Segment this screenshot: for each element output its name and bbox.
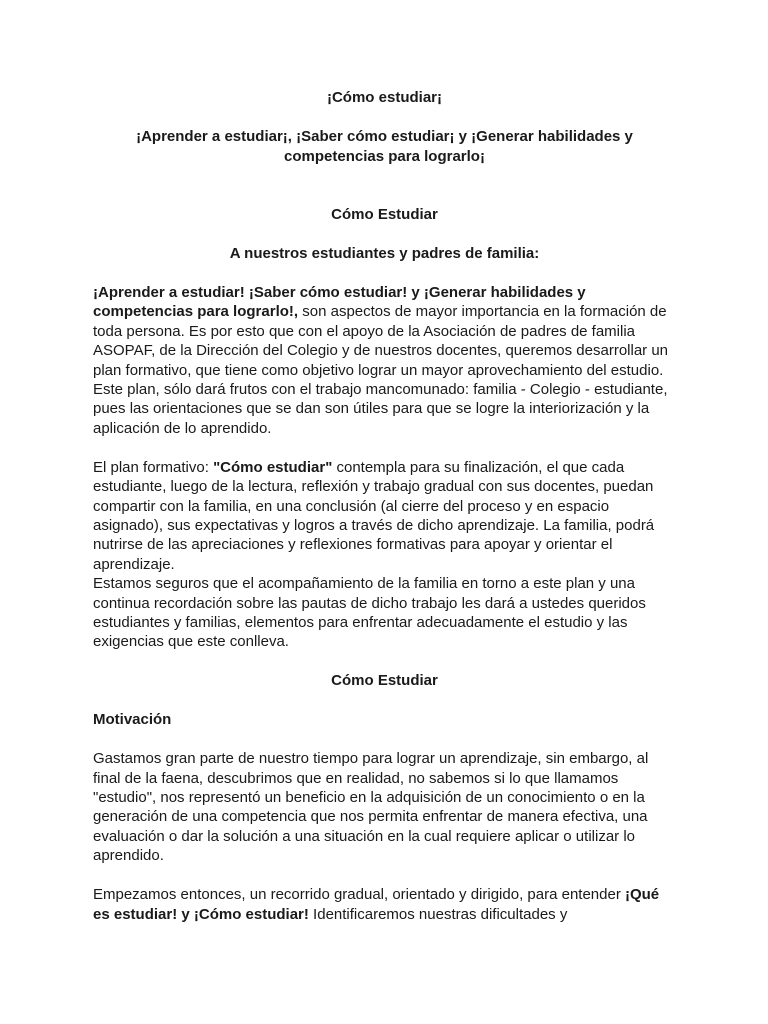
journey-bold-text: ¡Qué es estudiar! y ¡Cómo estudiar!: [93, 886, 660, 923]
audience-heading: A nuestros estudiantes y padres de familia:: [229, 245, 540, 262]
plan-paragraph: [93, 458, 676, 574]
intro-paragraph: [93, 283, 676, 438]
document-title: ¡Cómo estudiar¡: [326, 89, 442, 106]
section-heading-como-estudiar-2: Cómo Estudiar: [331, 672, 438, 690]
closing-paragraph: Estamos seguros que el acompañamiento de la familia en torno a este plan y una continua recordación sobre las pautas de dicho trabajo les dará a ustedes queridos estudiantes y familias, elementos para enfrentar adecuadamente el estudio y las exigencias que este conlleva.: [93, 575, 646, 651]
plan-text: contempla para su finalización, el que cada estudiante, luego de la lectura, reflexión y trabajo gradual con sus docentes, puedan compartir con la familia, en una conclusión (al cierre del proceso y en espacio asignado), sus expectativas y logros a través de dicho aprendizaje. La familia, podrá nutrirse de las apreciaciones y reflexiones formativas para apoyar y orientar el aprendizaje.: [93, 458, 655, 573]
journey-text: Identificaremos nuestras dificultades y: [308, 905, 568, 923]
motivation-paragraph: Gastamos gran parte de nuestro tiempo para lograr un aprendizaje, sin embargo, al final de la faena, descubrimos que en realidad, no sabemos si lo que llamamos "estudio", nos representó un beneficio en la adquisición de un conocimiento o en la generación de una competencia que nos permita enfrentar de manera efectiva, una evaluación o dar la solución a una situación en la cual requiere aplicar o utilizar lo aprendido.: [93, 750, 649, 865]
journey-lead: Empezamos entonces, un recorrido gradual, orientado y dirigido, para entender: [93, 886, 625, 904]
plan-lead: El plan formativo:: [93, 458, 214, 476]
document-subtitle: ¡Aprender a estudiar¡, ¡Saber cómo estudiar¡ y ¡Generar habilidades y competencias para lograrlo¡: [136, 128, 633, 165]
intro-bold-text: ¡Aprender a estudiar! ¡Saber cómo estudiar! y ¡Generar habilidades y competencias para lograrlo!,: [93, 284, 586, 321]
journey-paragraph: [93, 885, 676, 924]
motivation-heading: Motivación: [93, 711, 172, 729]
intro-text: son aspectos de mayor importancia en la formación de toda persona. Es por esto que con el apoyo de la Asociación de padres de familia ASOPAF, de la Dirección del Colegio y de nuestros docentes, queremos desarrollar un plan formativo, que tiene como objetivo lograr un mayor aprovechamiento del estudio. Este plan, sólo dará frutos con el trabajo mancomunado: familia - Colegio - estudiante, pues las orientaciones que se dan son útiles para que se logre la interiorización y la aplicación de lo aprendido.: [93, 303, 669, 437]
plan-bold-text: "Cómo estudiar": [213, 458, 333, 476]
section-heading-como-estudiar: Cómo Estudiar: [331, 206, 438, 223]
